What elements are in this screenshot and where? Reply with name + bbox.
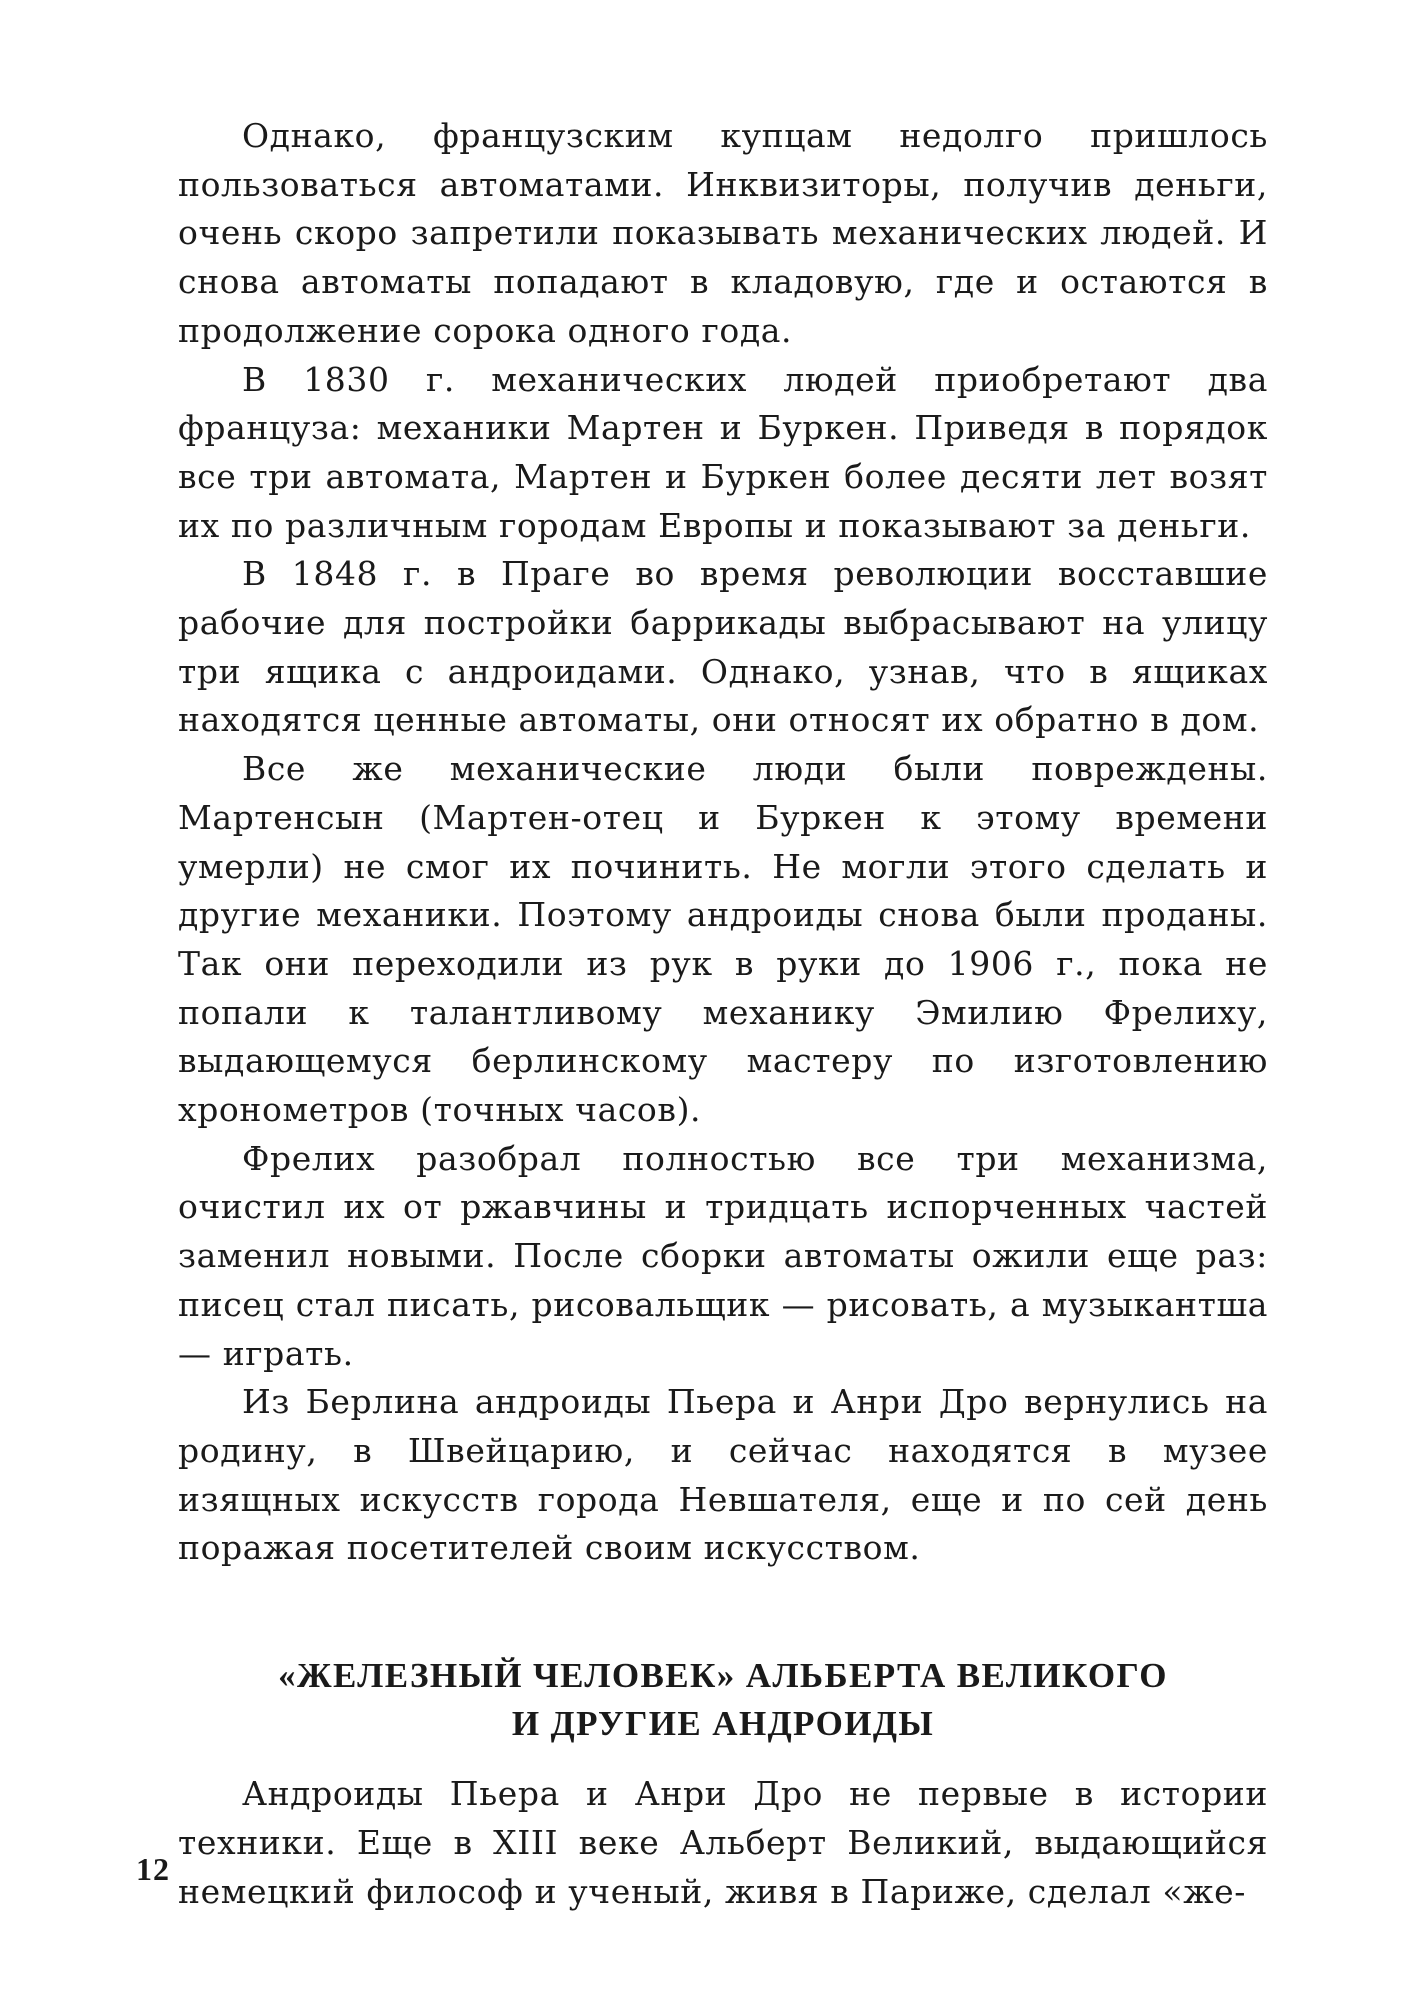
section-title [178,1652,1268,1748]
paragraph-2: В 1830 г. механических людей приобретают два француза: механики Мартен и Буркен. Приведя в порядок все три автомата, Мартен и Буркен более десяти лет возят их по различным городам Европы и показывают за деньги. [178,359,1268,545]
section-title-line-1: «ЖЕЛЕЗНЫЙ ЧЕЛОВЕК» АЛЬБЕРТА ВЕЛИКОГО [278,1656,1168,1696]
section-title-line-2: И ДРУГИЕ АНДРОИДЫ [511,1704,935,1744]
page-body [178,112,1268,1916]
paragraph-6: Из Берлина андроиды Пьера и Анри Дро вернулись на родину, в Швейцарию, и сейчас находятся в музее изящных искусств города Невшателя, еще и по сей день поражая посетителей своим искусством. [178,1382,1268,1568]
paragraph-3: В 1848 г. в Праге во время революции восставшие рабочие для постройки баррикады выбрасывают на улицу три ящика с андроидами. Однако, узнав, что в ящиках находятся ценные автоматы, они относят их обратно в дом. [178,554,1268,740]
section-paragraph: Андроиды Пьера и Анри Дро не первые в истории техники. Еще в XIII веке Альберт Великий, выдающийся немецкий философ и ученый, живя в Париже, сделал «же- [178,1774,1268,1911]
paragraph-5: Фрелих разобрал полностью все три механизма, очистил их от ржавчины и тридцать испорченных частей заменил новыми. После сборки автоматы ожили еще раз: писец стал писать, рисовальщик — рисовать, а музыкантша — играть. [178,1138,1268,1373]
page-number: 12 [136,1851,170,1887]
paragraph-1: Однако, французским купцам недолго пришлось пользоваться автоматами. Инквизиторы, получив деньги, очень скоро запретили показывать механических людей. И снова автоматы попадают в кладовую, где и остаются в продолжение сорока одного года. [178,116,1268,350]
paragraph-4: Все же механические люди были повреждены. Мартенсын (Мартен-отец и Буркен к этому времени умерли) не смог их починить. Не могли этого сделать и другие механики. Поэтому андроиды снова были проданы. Так они переходили из рук в руки до 1906 г., пока не попали к талантливому механику Эмилию Фрелиху, выдающемуся берлинскому мастеру по изготовлению хронометров (точных часов). [178,749,1268,1130]
